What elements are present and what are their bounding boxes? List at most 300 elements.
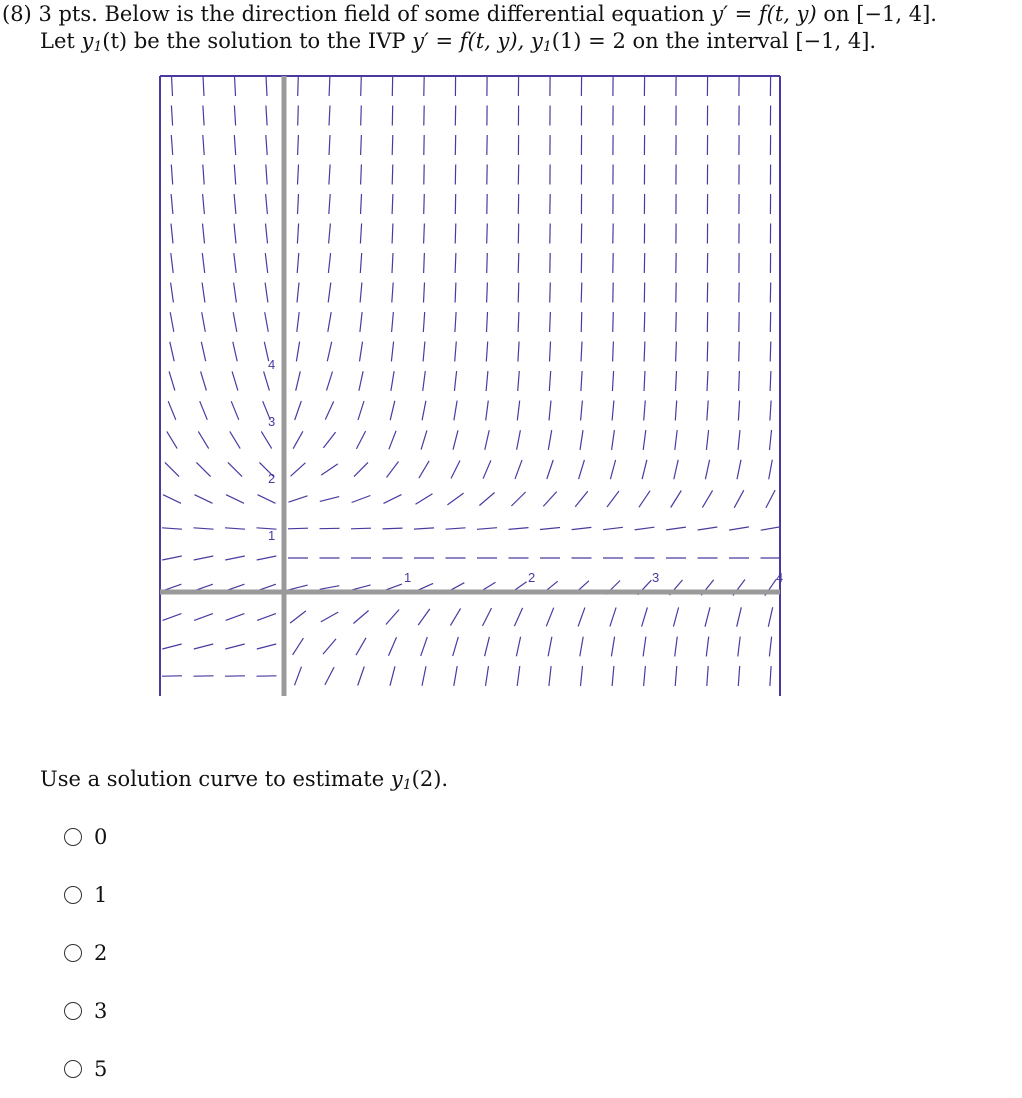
x-tick-label: 4 [776,570,784,585]
slope-segment [548,637,552,657]
slope-segment [264,371,270,390]
slope-segment [293,638,304,655]
slope-segment [354,462,368,476]
slope-segment [257,614,276,621]
slope-segment [320,497,339,502]
slope-segment [321,612,338,622]
slope-segment [162,644,181,649]
slope-segment [225,528,245,529]
slope-segment [203,194,205,214]
let-text: Let [40,29,75,53]
slope-segment [233,312,237,332]
slope-segment [547,460,553,479]
x-tick-label: 2 [528,570,536,585]
slope-segment [231,401,239,420]
slope-segment [203,224,205,244]
choice-0[interactable] [64,822,107,852]
slope-segment [201,342,205,362]
slope-segment [698,527,718,530]
y-tick-label: 3 [268,414,276,429]
slope-segment [770,666,771,686]
radio-button[interactable] [64,1002,82,1020]
slope-segment [320,586,340,590]
slope-segment [389,637,397,655]
slope-segment [203,106,204,126]
slope-segment [200,401,208,420]
slope-segment [418,609,430,625]
slope-segment [487,253,488,273]
slope-segment [225,556,245,560]
slope-segment [676,342,677,362]
slope-segment [518,371,520,391]
slope-segment [328,253,330,273]
choice-label: 2 [94,941,108,965]
slope-segment [201,371,207,390]
slope-segment [171,224,173,244]
slope-segment [666,527,686,530]
slope-segment [581,371,582,391]
slope-segment [360,224,361,244]
slope-segment [543,492,556,507]
slope-segment [165,462,179,476]
slope-segment [511,492,525,506]
slope-segment [675,401,676,421]
radio-button[interactable] [64,886,82,904]
slope-segment [518,253,519,273]
slope-segment [383,528,403,529]
prompt-text: Use a solution curve to estimate [40,767,385,791]
slope-segment [517,430,521,450]
slope-segment [421,637,428,656]
slope-segment [446,528,466,529]
slope-segment [453,637,459,656]
slope-segment [479,493,494,506]
slope-segment [674,460,678,479]
slope-segment [550,312,551,332]
y-tick-label: 1 [268,528,276,543]
slope-segment [603,527,623,529]
slope-segment [392,165,393,185]
prompt-fn: $y_1$ [390,767,412,793]
slope-segment [266,106,267,126]
slope-segment [421,430,427,449]
slope-segment [581,283,582,303]
slope-segment [265,312,269,332]
slope-segment [516,637,520,657]
slope-segment [578,608,585,627]
slope-segment [676,371,677,391]
slope-segment [327,372,333,391]
slope-segment [226,614,245,621]
radio-button[interactable] [64,944,82,962]
slope-segment [171,106,172,126]
slope-segment [162,528,182,529]
y-tick-label: 4 [268,357,276,372]
ivp-equation: y′ = f(t, y), [412,29,525,53]
slope-segment [416,494,433,504]
slope-segment [387,462,399,478]
slope-segment [770,430,772,450]
slope-segment [414,528,434,529]
slope-segment [265,253,267,273]
slope-segment [196,462,210,476]
slope-segment [295,667,302,686]
question-line-2 [40,27,876,61]
slope-segment [485,430,489,450]
slope-segment [359,371,363,391]
slope-segment [389,431,396,450]
slope-segment [707,371,708,391]
choice-label: 0 [94,825,108,849]
slope-segment [297,224,298,244]
slope-segment [361,194,362,214]
direction-field-svg [150,60,790,710]
slope-segment [739,371,740,391]
solution-arg: (t) [102,29,128,53]
slope-segment [298,165,299,185]
slope-segment [296,342,299,362]
slope-segment [297,312,299,332]
slope-segment [612,666,614,686]
slope-segment [390,666,395,685]
slope-segment [234,165,235,185]
slope-segment [422,666,426,686]
slope-segment [486,371,488,391]
slope-segment [391,371,394,391]
slope-segment [296,371,301,390]
slope-segment [258,495,276,504]
ivp-text: be the solution to the IVP [133,29,406,53]
slope-segment [423,342,425,362]
slope-segment [329,194,330,214]
slope-segment [266,194,268,214]
slope-segment [171,194,173,214]
slope-segment [769,637,771,657]
slope-segment [169,371,175,390]
slope-segment [266,76,267,96]
slope-segment [447,493,463,505]
slope-segment [423,312,424,332]
slope-segment [453,430,458,449]
slope-segment [517,401,519,421]
question-text: Below is the direction field of some differential equation [104,2,705,26]
slope-segment [170,342,174,362]
slope-segment [707,666,708,686]
slope-segment [232,371,238,390]
slope-segment [323,432,335,448]
slope-segment [643,637,646,657]
slope-segment [761,527,781,530]
slope-segment [770,401,771,421]
slope-segment [171,283,174,303]
slope-segment [234,253,236,273]
slope-segment [477,528,497,530]
x-tick-label: 3 [652,570,660,585]
slope-segment [288,528,308,529]
slope-segment [739,342,740,362]
slope-segment [455,283,456,303]
slope-segment [170,312,174,332]
slope-segment [707,342,708,362]
slope-segment [518,283,519,303]
slope-segment [424,194,425,214]
slope-segment [675,430,677,450]
choice-label: 5 [94,1057,108,1081]
slope-segment [323,639,336,654]
slope-segment [517,666,520,686]
slope-segment [202,253,204,273]
slope-segment [226,495,244,504]
slope-segment [607,491,619,507]
slope-segment [644,666,646,686]
slope-segment [635,527,655,530]
slope-segment [729,527,749,530]
choice-2[interactable] [64,938,107,968]
equation: y′ = f(t, y) [711,2,817,26]
slope-segment [572,527,592,529]
slope-segment [644,312,645,332]
slope-segment [328,283,331,303]
slope-segment [455,342,457,362]
slope-segment [234,283,237,303]
slope-segment [455,224,456,244]
choice-1[interactable] [64,880,107,910]
slope-segment [203,165,204,185]
slope-segment [257,556,277,560]
slope-segment [579,460,585,479]
choice-label: 3 [94,999,108,1023]
slope-segment [546,608,553,627]
slope-segment [297,253,299,273]
slope-segment [261,431,271,448]
slope-segment [198,431,208,448]
slope-segment [392,312,394,332]
x-tick-label: 1 [404,570,412,585]
slope-segment [202,312,206,332]
slope-segment [734,490,744,508]
slope-segment [392,224,393,244]
slope-segment [172,76,173,96]
slope-segment [738,666,739,686]
slope-segment [737,460,741,480]
slope-segment [454,666,457,686]
interval-text: on [−1, 4]. [823,2,937,26]
slope-segment [291,463,306,476]
initial-condition: (1) = 2 [551,29,626,53]
slope-segment [705,460,709,480]
slope-segment [360,342,363,362]
slope-segment [230,431,240,448]
slope-segment [225,644,244,649]
slope-segment [163,495,181,504]
question-points: 3 pts. [38,2,98,26]
slope-segment [738,430,740,450]
slope-segment [644,401,646,421]
slope-segment [675,637,678,657]
slope-segment [580,430,583,450]
slope-segment [234,106,235,126]
slope-segment [613,342,614,362]
slope-segment [391,342,393,362]
solution-fn: $y_1$ [81,29,103,55]
slope-segment [202,283,205,303]
slope-segment [580,637,583,657]
slope-segment [203,135,204,155]
slope-segment [424,224,425,244]
slope-segment [298,194,299,214]
slope-segment [483,460,491,478]
slope-segment [353,611,368,624]
slope-segment [549,371,550,391]
slope-segment [167,431,177,448]
slope-segment [548,430,551,450]
slope-segment [509,528,529,530]
slope-segment [702,490,712,507]
slope-segment [257,644,276,649]
slope-segment [288,585,307,590]
radio-button[interactable] [64,1060,82,1078]
slope-segment [581,342,582,362]
slope-segment [321,464,338,475]
slope-segment [422,401,426,421]
slope-segment [518,342,519,362]
slope-segment [234,194,236,214]
slope-segment [770,371,771,391]
slope-segment [486,342,487,362]
slope-segment [298,106,299,126]
slope-segment [419,461,429,478]
slope-segment [706,430,708,450]
slope-segment [612,401,614,421]
slope-segment [487,312,488,332]
slope-segment [329,76,330,96]
slope-segment [610,608,616,627]
slope-segment [611,637,614,657]
slope-segment [515,460,522,479]
slope-segment [328,312,331,332]
slope-segment [265,283,268,303]
slope-segment [612,371,613,391]
slope-segment [642,607,648,626]
slope-segment [351,528,371,529]
slope-segment [643,430,646,450]
slope-segment [352,496,371,503]
slope-segment [235,76,236,96]
question-number: (8) [2,2,32,26]
slope-segment [581,666,583,686]
slope-segment [770,342,771,362]
slope-segment [384,495,402,504]
slope-segment [707,401,708,421]
slope-segment [195,495,213,504]
slope-segment [360,253,361,273]
slope-segment [194,614,213,621]
slope-segment [163,614,182,621]
slope-segment [706,637,708,657]
slope-segment [168,401,176,420]
slope-segment [769,460,773,480]
slope-segment [671,491,682,508]
slope-segment [486,666,489,686]
slope-segment [361,135,362,155]
slope-segment [298,135,299,155]
slope-segment [171,253,173,273]
choice-label: 1 [94,883,108,907]
slope-segment [540,528,560,530]
slope-segment [295,401,302,420]
slope-segment [676,312,677,332]
slope-segment [356,431,365,449]
slope-segment [738,401,739,421]
slope-segment [455,312,456,332]
slope-segment [329,135,330,155]
slope-segment [738,637,740,657]
slope-segment [390,401,395,420]
slope-segment [392,253,393,273]
slope-segment [610,460,615,479]
slope-segment [194,528,214,529]
slope-segment [612,430,615,450]
slope-segment [162,556,182,560]
slope-segment [329,224,331,244]
slope-segment [737,607,742,626]
slope-segment [266,135,267,155]
choice-3[interactable] [64,996,107,1026]
slope-segment [325,667,334,685]
direction-field [150,60,790,710]
slope-segment [487,224,488,244]
slope-segment [451,461,460,479]
slope-segment [575,491,588,506]
slope-segment [423,371,426,391]
slope-segment [297,283,299,303]
slope-segment [171,135,172,155]
slope-segment [581,401,583,421]
slope-segment [550,342,551,362]
choice-5[interactable] [64,1054,107,1084]
slope-segment [768,607,772,627]
slope-segment [361,165,362,185]
slope-segment [298,76,299,96]
radio-button[interactable] [64,828,82,846]
slope-segment [392,135,393,155]
slope-segment [424,253,425,273]
slope-segment [613,312,614,332]
slope-segment [194,644,213,649]
slope-segment [514,608,522,626]
slope-segment [454,401,457,421]
slope-segment [290,611,306,623]
slope-segment [392,283,393,303]
slope-segment [642,460,647,479]
slope-segment [644,371,645,391]
slope-segment [358,667,365,686]
slope-segment [228,462,242,476]
slope-segment [486,401,489,421]
slope-segment [293,431,303,448]
slope-segment [327,342,331,362]
slope-segment [454,371,456,391]
slope-segment [266,165,267,185]
slope-segment [325,401,333,419]
slope-segment [550,283,551,303]
slope-segment [581,312,582,332]
slope-segment [424,283,425,303]
slope-segment [644,342,645,362]
initial-condition-fn: $y_1$ [530,29,552,55]
slope-segment [234,224,236,244]
slope-segment [549,401,551,421]
